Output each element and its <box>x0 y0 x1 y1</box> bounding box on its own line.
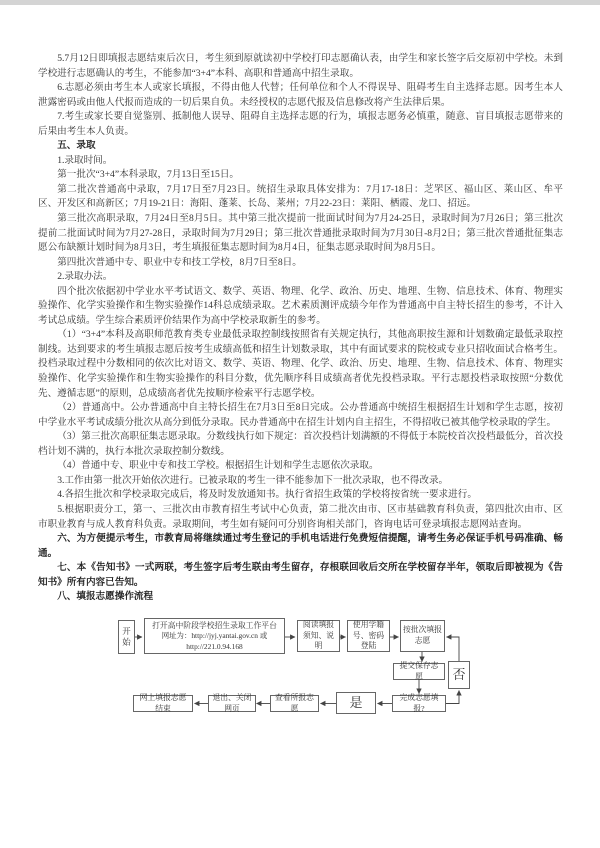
para-method-1: （1）“3+4”本科及高职师范教育类专业最低录取控制线按照省有关规定执行，其他高职按生源和计划数确定最低录取控制线。达到要求的考生填报志愿后按考生成绩高低和招生计划数录取，其中有面试要求的院校或专业只招收面试合格考生。投档录取过程中分数相同的依次比对语文、数学、英语、物理、化学、政治、历史、地理、生物、信息技术、体育、物理实验操作、化学实验操作和生物实验操作的科目分数，优先顺序科目成绩高者优先投档录取。平行志愿投档录取按照“分数优先、遵循志愿”的原则，总成绩高者优先按顺序检索平行志愿学校。 <box>38 329 563 399</box>
flow-node-read-notice: 阅读填报须知、说明 <box>297 620 340 652</box>
para-method-4: （4）普通中专、职业中专和技工学校。根据招生计划和学生志愿依次录取。 <box>57 460 379 472</box>
para-responsibility: 5.根据职责分工，第一、三批次由市教育招生考试中心负责，第二批次由市、区市基础教育科负责，第四批次由市、区市职业教育与成人教育科负责。录取期间，考生如有疑问可分别咨询相关部门，咨询电话可登录填报志愿网站查询。 <box>38 503 563 530</box>
heading-section-8-flow: 八、填报志愿操作流程 <box>57 591 154 603</box>
flow-node-no: 否 <box>448 661 470 689</box>
para-admission-time: 1.录取时间。 <box>57 154 113 166</box>
flow-node-view-submitted: 查看所报志愿 <box>270 695 319 712</box>
flow-node-exit-close: 退出、关闭网页 <box>208 695 256 712</box>
para-self-fill: 6.志愿必须由考生本人或家长填报，不得由他人代替；任何单位和个人不得误导、阻碍考生自主选择志愿。因考生本人泄露密码或由他人代报而造成的一切后果自负。未经授权的志愿代报及信息修改将产生法律后果。 <box>38 82 563 108</box>
flow-node-open-platform <box>144 618 285 654</box>
heading-section-5-admission: 五、录取 <box>57 140 96 152</box>
para-batch-4: 第四批次普通中专、职业中专和技工学校，8月7日至8日。 <box>57 256 302 268</box>
document-body <box>38 52 563 605</box>
flow-platform-title: 打开高中阶段学校招生录取工作平台 <box>152 620 277 630</box>
para-batch-3: 第三批次高职录取，7月24日至8月5日。其中第三批次提前一批面试时间为7月24-25日，录取时间为7月26日；第三批次提前二批面试时间为7月27-28日，录取时间为7月29日；第三批次普通批录取时间为7月30日-8月2日；第三批次普通批征集志愿公布缺额计划时间为8月3日，考生填报征集志愿时间为8月4日，征集志愿录取时间为8月5日。 <box>38 213 563 254</box>
para-order: 3.工作由第一批次开始依次进行。已被录取的考生一律不能参加下一批次录取，也不得改录。 <box>57 474 449 486</box>
flow-node-end: 网上填报志愿结束 <box>133 695 193 712</box>
para-method-2: （2）普通高中。公办普通高中自主特长招生在7月3日至8日完成。公办普通高中统招生根据招生计划和学生志愿，按初中学业水平考试成绩分批次从高分到低分录取。民办普通高中在招生计划内自主招生，不得招收已被其他学校录取的学生。 <box>38 402 563 428</box>
para-method-overview: 四个批次依据初中学业水平考试语文、数学、英语、物理、化学、政治、历史、地理、生物、信息技术、体育、物理实验操作、化学实验操作和生物实验操作14科总成绩录取。艺术素质测评成绩今年作为普通高中自主特长招生的参考，不计入考试总成绩。学生综合素质评价结果作为高中学校录取新生的参考。 <box>38 285 563 326</box>
para-batch-1: 第一批次“3+4”本科录取，7月13日至15日。 <box>57 169 240 181</box>
flow-node-decision-done: 完成志愿填报? <box>392 695 446 712</box>
heading-section-6-sms: 六、为方便提示考生，市教育局将继续通过考生登记的手机电话进行免费短信提醒，请考生务必保证手机号码准确、畅通。 <box>38 533 563 559</box>
flowchart <box>0 610 600 745</box>
para-batch-2: 第二批次普通高中录取，7月17日至7月23日。统招生录取具体安排为：7月17-18日：芝罘区、福山区、莱山区、牟平区、开发区和高新区；7月19-21日：海阳、蓬莱、长岛、莱州；7月22-23日：莱阳、栖霞、龙口、招远。 <box>38 183 563 210</box>
page-top-edge <box>0 0 600 5</box>
flow-node-yes: 是 <box>336 692 376 714</box>
flow-node-login: 使用学籍号、密码登陆 <box>347 620 390 652</box>
flow-node-fill-by-batch: 按批次填报志愿 <box>400 620 445 652</box>
flow-node-submit-save: 提交保存志愿 <box>393 663 445 680</box>
flow-node-start: 开始 <box>118 620 135 654</box>
heading-section-7-notice: 七、本《告知书》一式两联，考生签字后考生联由考生留存，存根联回收后交所在学校留存半年，领取后即被视为《告知书》所有内容已告知。 <box>38 562 563 588</box>
para-notice-letters: 4.各招生批次和学校录取完成后，将及时发放通知书。执行省招生政策的学校将按省统一要求进行。 <box>57 489 477 501</box>
para-admission-method: 2.录取办法。 <box>57 271 113 283</box>
para-self-duty: 7.考生或家长要自觉鉴别、抵制他人误导、阻碍自主选择志愿的行为，填报志愿务必慎重，随意、盲目填报志愿带来的后果由考生本人负责。 <box>38 111 563 137</box>
flow-platform-url-2: http://221.0.94.168 <box>186 641 243 651</box>
para-confirm-form: 5.7月12日即填报志愿结束后次日，考生须到原就读初中学校打印志愿确认表，由学生和家长签字后交原初中学校。未到学校进行志愿确认的考生，不能参加“3+4”本科、高职和普通高中招生录取。 <box>38 53 563 79</box>
para-method-3: （3）第三批次高职征集志愿录取。分数线执行如下规定：首次投档计划满额的不得低于本院校首次投档最低分，首次投档计划不满的，执行本批次录取控制分数线。 <box>38 431 563 457</box>
flow-platform-url-1: 网址为：http://jyj.yantai.gov.cn 或 <box>161 630 268 640</box>
